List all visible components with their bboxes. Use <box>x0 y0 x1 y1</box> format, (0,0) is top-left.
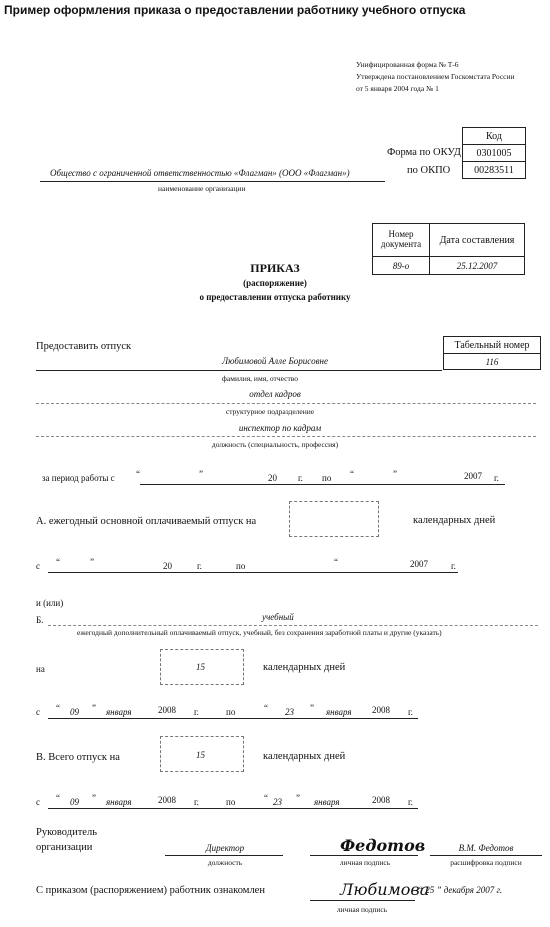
organization-underline <box>40 181 385 182</box>
section-a-g-b: г. <box>451 561 456 571</box>
department-caption: структурное подразделение <box>225 407 315 416</box>
order-title: ПРИКАЗ <box>250 261 300 275</box>
doc-number-header: Номер документа <box>372 223 430 257</box>
section-v-s: с <box>36 797 40 807</box>
employee-department: отдел кадров <box>249 389 301 399</box>
form-info-line3: от 5 января 2004 года № 1 <box>356 84 439 93</box>
section-a-quote-open: “ <box>56 557 60 567</box>
section-b-s: с <box>36 707 40 717</box>
section-b-g-b: г. <box>408 707 413 717</box>
section-b-type-caption: ежегодный дополнительный оплачиваемый отпуск, учебный, без сохранения заработной платы и другие (указать) <box>77 628 442 637</box>
doc-number-value: 89-о <box>372 256 430 275</box>
section-v-to-year: 2008 <box>372 795 390 805</box>
section-v-from-year: 2008 <box>158 795 176 805</box>
section-v-po: по <box>226 797 236 807</box>
section-v-dates-underline <box>48 808 418 809</box>
period-quote-open: “ <box>136 469 140 479</box>
period-quote-open-b: “ <box>350 469 354 479</box>
section-v-to-day: 23 <box>273 797 282 807</box>
section-b-from-month: января <box>106 707 132 717</box>
fio-caption: фамилия, имя, отчество <box>222 374 298 383</box>
section-v-from-quote-open: “ <box>56 793 60 803</box>
section-a-year-prefix-a: 20 <box>163 561 172 571</box>
period-quote-close-b: ” <box>393 469 397 479</box>
section-v-from-quote-close: ” <box>92 793 96 803</box>
page-title: Пример оформления приказа о предоставлении работнику учебного отпуска <box>4 3 466 17</box>
section-a-year-b: 2007 <box>410 559 428 569</box>
period-year-prefix-a: 20 <box>268 473 277 483</box>
head-signature: Федотов <box>340 836 426 855</box>
section-b-days-label: календарных дней <box>263 662 346 673</box>
section-b-days-value: 15 <box>196 662 205 672</box>
period-label: за период работы с <box>42 473 115 483</box>
section-b-to-month: января <box>326 707 352 717</box>
okud-label: Форма по ОКУД <box>387 147 461 158</box>
section-b-from-year: 2008 <box>158 705 176 715</box>
section-a-po: по <box>236 561 246 571</box>
kod-header-cell: Код <box>462 127 526 145</box>
employee-position: инспектор по кадрам <box>238 423 322 433</box>
section-b-po: по <box>226 707 236 717</box>
section-b-na: на <box>36 664 45 674</box>
tab-number-value: 116 <box>443 353 541 370</box>
tab-number-header: Табельный номер <box>443 336 541 354</box>
position-caption: должность (специальность, профессия) <box>211 440 339 449</box>
form-info-line2: Утверждена постановлением Госкомстата России <box>356 72 515 81</box>
section-a-quote-open-b: “ <box>334 557 338 567</box>
okpo-label: по ОКПО <box>407 165 451 176</box>
section-v-days-label: календарных дней <box>263 751 346 762</box>
department-underline <box>36 403 536 404</box>
fio-underline <box>36 370 442 371</box>
section-v-days-value: 15 <box>196 750 205 760</box>
section-v-g-b: г. <box>408 797 413 807</box>
head-signature-underline <box>310 855 418 856</box>
period-underline <box>140 484 505 485</box>
period-year-b: 2007 <box>464 471 482 481</box>
and-or-label: и (или) <box>36 598 64 608</box>
position-underline <box>36 436 536 437</box>
okpo-value-cell: 00283511 <box>462 161 526 179</box>
section-b-to-day: 23 <box>285 707 294 717</box>
section-a-dates-underline <box>48 572 458 573</box>
head-label-line1: Руководитель <box>36 827 97 838</box>
section-b-to-quote-close: ” <box>310 703 314 713</box>
period-po: по <box>322 473 332 483</box>
section-v-from-day: 09 <box>70 797 79 807</box>
organization-caption: наименование организации <box>158 184 246 193</box>
section-b-type-underline <box>48 625 538 626</box>
order-subtitle2: о предоставлении отпуска работнику <box>199 292 351 302</box>
section-a-g-a: г. <box>197 561 202 571</box>
order-subtitle1: (распоряжение) <box>243 278 307 288</box>
form-info-line1: Унифицированная форма № Т-6 <box>356 60 459 69</box>
section-v-to-month: января <box>314 797 340 807</box>
section-v-from-month: января <box>106 797 132 807</box>
section-b-to-year: 2008 <box>372 705 390 715</box>
period-quote-close: ” <box>199 469 203 479</box>
section-b-g-a: г. <box>194 707 199 717</box>
okud-value-cell: 0301005 <box>462 144 526 162</box>
head-name-underline <box>430 855 542 856</box>
head-signature-caption: личная подпись <box>339 858 391 867</box>
head-position-caption: должность <box>207 858 243 867</box>
head-label-line2: организации <box>36 842 93 853</box>
organization-name: Общество с ограниченной ответственностью «Флагман» (ООО «Флагман») <box>50 168 350 178</box>
section-a-quote-close: ” <box>90 557 94 567</box>
employee-fio: Любимовой Алле Борисовне <box>222 356 328 366</box>
employee-signature-underline <box>310 900 415 901</box>
section-b-from-quote-open: “ <box>56 703 60 713</box>
section-b-label: Б. <box>36 615 44 625</box>
section-b-dates-underline <box>48 718 418 719</box>
section-v-g-a: г. <box>194 797 199 807</box>
period-g-b: г. <box>494 473 499 483</box>
head-name: В.М. Федотов <box>458 843 514 853</box>
section-a-s: с <box>36 561 40 571</box>
acknowledgement-date: “ 25 ” декабря 2007 г. <box>418 885 503 895</box>
section-a-label: А. ежегодный основной оплачиваемый отпуск на <box>36 516 257 527</box>
section-a-days-box <box>289 501 379 537</box>
section-v-label: В. Всего отпуск на <box>36 752 120 763</box>
doc-date-header: Дата составления <box>429 223 525 257</box>
grant-label: Предоставить отпуск <box>36 341 132 352</box>
period-g-a: г. <box>298 473 303 483</box>
doc-date-value: 25.12.2007 <box>429 256 525 275</box>
head-position-underline <box>165 855 283 856</box>
employee-ack-label: С приказом (распоряжением) работник ознакомлен <box>36 885 265 896</box>
head-position: Директор <box>205 843 245 853</box>
section-b-to-quote-open: “ <box>264 703 268 713</box>
head-name-caption: расшифровка подписи <box>450 858 522 867</box>
section-b-type-value: учебный <box>262 612 294 622</box>
section-a-days-label: календарных дней <box>413 515 496 526</box>
employee-signature-caption: личная подпись <box>336 905 388 914</box>
section-b-from-day: 09 <box>70 707 79 717</box>
section-v-to-quote-close: ” <box>296 793 300 803</box>
employee-signature: Любимова <box>340 880 430 899</box>
section-b-from-quote-close: ” <box>92 703 96 713</box>
section-v-to-quote-open: “ <box>264 793 268 803</box>
